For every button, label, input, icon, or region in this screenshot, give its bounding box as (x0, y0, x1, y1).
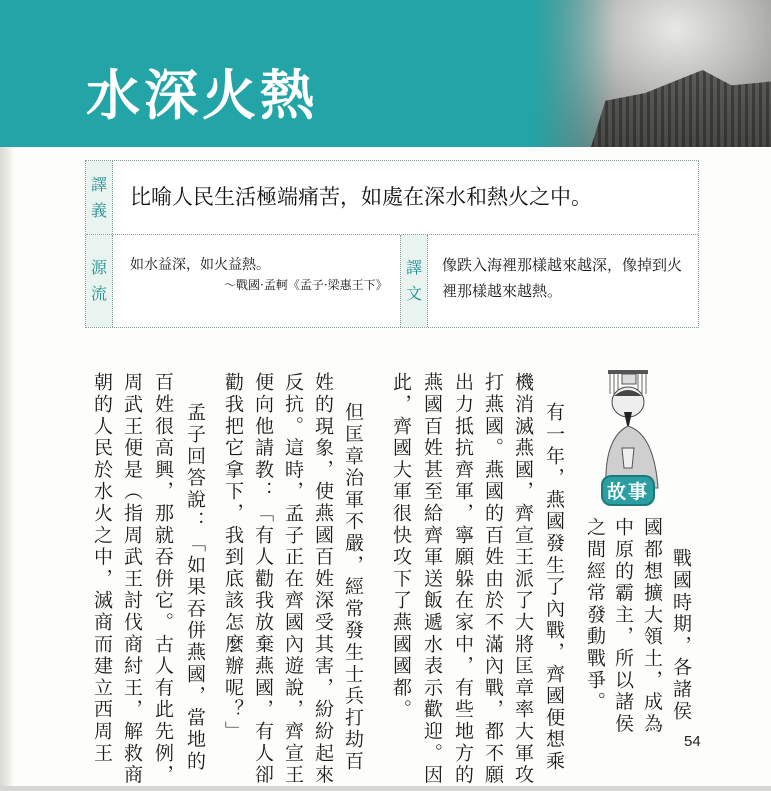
story-column: 便向他請教：「有人勸我放棄燕國，有人卻 (252, 372, 274, 787)
story-column: 此，齊國大軍很快攻下了燕國國都。 (390, 372, 412, 721)
title-banner (0, 0, 771, 147)
story-column: 燕國百姓甚至給齊軍送飯遞水表示歡迎。因 (421, 372, 443, 787)
translation-text: 像跌入海裡那樣越來越深，像掉到火裡那樣越來越熱。 (442, 256, 683, 300)
story-column: 孟子回答說：「如果吞併燕國，當地的 (184, 402, 206, 773)
story-column: 國都想擴大領土，成為 (641, 517, 663, 735)
origin-translation-row (86, 235, 698, 327)
story-column: 出力抵抗齊軍，寧願躲在家中，有些地方的 (452, 372, 474, 787)
story-column: 中原的霸主，所以諸侯 (612, 517, 634, 735)
page-bottom-edge (0, 786, 771, 791)
origin-quote: 如水益深，如火益熱。 (130, 257, 270, 273)
story-column: 戰國時期，各諸侯 (670, 548, 692, 723)
story-column: 姓的現象，使燕國百姓深受其害，紛紛起來 (312, 372, 334, 787)
story-column: 但匡章治軍不嚴，經常發生士兵打劫百 (342, 402, 364, 773)
meaning-label: 譯 義 (86, 161, 113, 234)
translation-label: 譯 文 (400, 235, 428, 327)
story-column: 勸我把它拿下，我到底該怎麼辦呢？」 (222, 372, 244, 743)
story-badge: 故事 (603, 477, 653, 504)
story-column: 反抗。這時，孟子正在齊國內遊說，齊宣王 (282, 372, 304, 787)
page-title: 水深火熱 (86, 63, 318, 127)
origin-source: ～戰國·孟軻《孟子·梁惠王下》 (224, 278, 388, 292)
story-column: 周武王便是（指周武王討伐商紂王，解救商 (121, 372, 143, 787)
meaning-row (86, 161, 698, 235)
origin-label: 源 流 (86, 235, 113, 327)
ink-painting-illustration (531, 0, 771, 147)
story-column: 朝的人民於水火之中，滅商而建立西周王 (91, 372, 113, 765)
page-number: 54 (684, 733, 701, 750)
story-column: 有一年，燕國發生了內戰，齊國便想乘 (543, 402, 565, 773)
story-column: 機消滅燕國，齊宣王派了大將匡章率大軍攻 (512, 372, 534, 787)
story-column: 之間經常發動戰爭。 (584, 517, 606, 714)
story-column: 打燕國。燕國的百姓由於不滿內戰，都不願 (482, 372, 504, 787)
story-column: 百姓很高興，那就吞併它。古人有此先例， (152, 372, 174, 787)
idiom-info-box (85, 160, 699, 328)
meaning-text: 比喻人民生活極端痛苦，如處在深水和熱火之中。 (130, 185, 592, 209)
pagoda-roof-illustration (591, 70, 771, 147)
